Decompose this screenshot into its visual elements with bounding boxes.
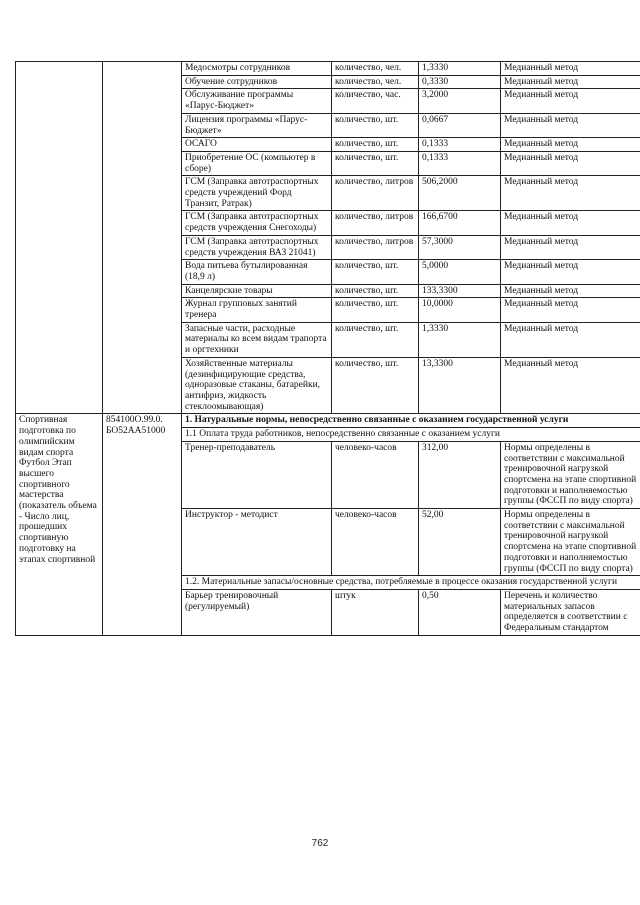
norms-table <box>15 61 640 636</box>
norm-unit-cell: человеко-часов <box>332 509 419 576</box>
norm-value-cell: 0,1333 <box>419 138 501 152</box>
norm-name-cell: Приобретение ОС (компьютер в сборе) <box>182 151 332 175</box>
norm-value-cell: 133,3300 <box>419 284 501 298</box>
norm-value-cell: 5,0000 <box>419 260 501 284</box>
norm-name-cell: Хозяйственные материалы (дезинфицирующие средства, одноразовые стаканы, батарейки, антифриз, жидкость стеклоомывающая) <box>182 357 332 414</box>
subsection-title: 1.2. Материальные запасы/основные средства, потребляемые в процессе оказания государственной услуги <box>182 576 640 590</box>
norm-value-cell: 3,2000 <box>419 89 501 113</box>
norm-unit-cell: количество, шт. <box>332 298 419 322</box>
norm-unit-cell: количество, шт. <box>332 138 419 152</box>
subsection-title: 1.1 Оплата труда работников, непосредственно связанные с оказанием услуги <box>182 428 640 442</box>
norm-name-cell: Вода питьева бутылированная (18,9 л) <box>182 260 332 284</box>
norm-method-cell: Медианный метод <box>501 89 640 113</box>
norm-method-cell: Медианный метод <box>501 176 640 211</box>
norm-method-cell: Медианный метод <box>501 75 640 89</box>
norm-value-cell: 1,3330 <box>419 62 501 76</box>
norm-unit-cell: количество, час. <box>332 89 419 113</box>
norm-unit-cell: количество, шт. <box>332 260 419 284</box>
norm-name-cell: Обучение сотрудников <box>182 75 332 89</box>
service-name-cell: Спортивная подготовка по олимпийским видам спорта Футбол Этап высшего спортивного мастерства (показатель объема - Число лиц, прошедших спортивную подготовку на этапах спортивной <box>16 414 103 635</box>
norm-unit-cell: количество, шт. <box>332 113 419 137</box>
norm-method-cell: Нормы определены в соответствии с максимальной тренировочной нагрузкой спортсмена на этапе спортивной подготовки и наполняемостью группы (ФССП по виду спорта) <box>501 441 640 508</box>
page-number: 762 <box>311 838 329 849</box>
norm-value-cell: 1,3330 <box>419 322 501 357</box>
norm-value-cell: 13,3300 <box>419 357 501 414</box>
norm-name-cell: Запасные части, расходные материалы ко всем видам трапорта и оргтехники <box>182 322 332 357</box>
norm-name-cell: Инструктор - методист <box>182 509 332 576</box>
norm-method-cell: Медианный метод <box>501 211 640 235</box>
norm-name-cell: Канцелярские товары <box>182 284 332 298</box>
norm-method-cell: Медианный метод <box>501 151 640 175</box>
norm-unit-cell: человеко-часов <box>332 441 419 508</box>
norm-value-cell: 52,00 <box>419 509 501 576</box>
table-row <box>16 414 640 428</box>
norm-unit-cell: количество, литров <box>332 235 419 259</box>
norm-name-cell: ОСАГО <box>182 138 332 152</box>
norm-name-cell: ГСМ (Заправка автотраспортных средств учреждения ВАЗ 21041) <box>182 235 332 259</box>
table-row <box>16 62 640 76</box>
norm-value-cell: 0,0667 <box>419 113 501 137</box>
service-name-cell <box>16 62 103 414</box>
norm-value-cell: 10,0000 <box>419 298 501 322</box>
norm-value-cell: 0,50 <box>419 589 501 635</box>
norm-unit-cell: количество, шт. <box>332 284 419 298</box>
norm-name-cell: Лицензия программы «Парус-Бюджет» <box>182 113 332 137</box>
norm-name-cell: Тренер-преподаватель <box>182 441 332 508</box>
norm-unit-cell: количество, чел. <box>332 75 419 89</box>
norm-value-cell: 506,2000 <box>419 176 501 211</box>
service-code-cell: 854100О.99.0. БО52АА51000 <box>103 414 182 635</box>
norm-method-cell: Медианный метод <box>501 298 640 322</box>
norm-method-cell: Медианный метод <box>501 322 640 357</box>
norm-method-cell: Нормы определены в соответствии с максимальной тренировочной нагрузкой спортсмена на этапе спортивной подготовки и наполняемостью группы (ФССП по виду спорта) <box>501 509 640 576</box>
service-code-cell <box>103 62 182 414</box>
norm-unit-cell: штук <box>332 589 419 635</box>
norm-name-cell: Обслуживание программы «Парус-Бюджет» <box>182 89 332 113</box>
norm-unit-cell: количество, литров <box>332 211 419 235</box>
norm-method-cell: Медианный метод <box>501 113 640 137</box>
norm-value-cell: 0,3330 <box>419 75 501 89</box>
section-title: 1. Натуральные нормы, непосредственно связанные с оказанием государственной услуги <box>182 414 640 428</box>
norm-value-cell: 57,3000 <box>419 235 501 259</box>
norm-name-cell: ГСМ (Заправка автотраспортных средств учреждения Снегоходы) <box>182 211 332 235</box>
norm-value-cell: 166,6700 <box>419 211 501 235</box>
norm-unit-cell: количество, шт. <box>332 357 419 414</box>
norm-value-cell: 0,1333 <box>419 151 501 175</box>
norm-name-cell: Журнал групповых занятий тренера <box>182 298 332 322</box>
norm-unit-cell: количество, литров <box>332 176 419 211</box>
norm-method-cell: Перечень и количество материальных запасов определяется в соответствии с Федеральным стандартом <box>501 589 640 635</box>
norm-unit-cell: количество, шт. <box>332 322 419 357</box>
norm-unit-cell: количество, чел. <box>332 62 419 76</box>
norm-name-cell: Медосмотры сотрудников <box>182 62 332 76</box>
norm-name-cell: Барьер тренировочный (регулируемый) <box>182 589 332 635</box>
norm-method-cell: Медианный метод <box>501 138 640 152</box>
norm-method-cell: Медианный метод <box>501 62 640 76</box>
norm-unit-cell: количество, шт. <box>332 151 419 175</box>
norm-method-cell: Медианный метод <box>501 357 640 414</box>
norm-method-cell: Медианный метод <box>501 284 640 298</box>
norm-method-cell: Медианный метод <box>501 260 640 284</box>
norm-value-cell: 312,00 <box>419 441 501 508</box>
norm-method-cell: Медианный метод <box>501 235 640 259</box>
norm-name-cell: ГСМ (Заправка автотраспортных средств учреждений Форд Транзит, Ратрак) <box>182 176 332 211</box>
